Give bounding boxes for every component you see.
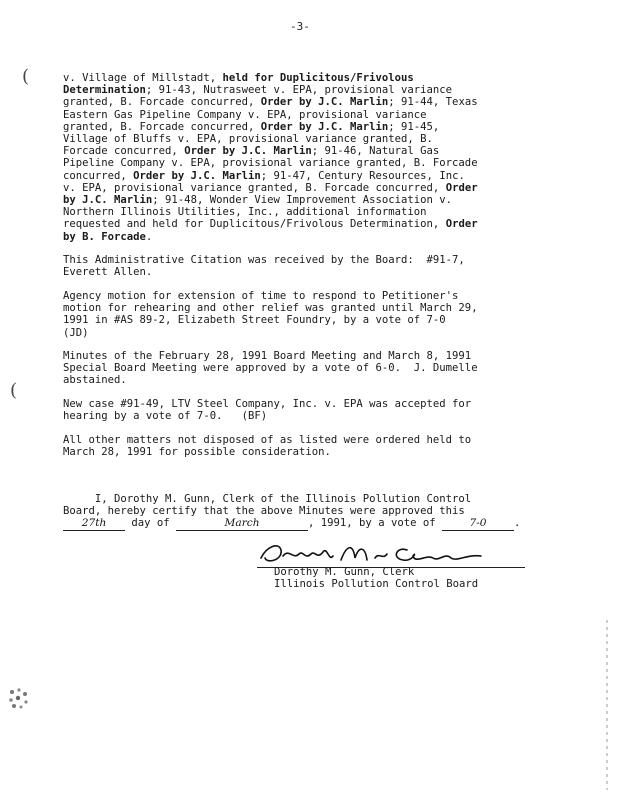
text-line bbox=[63, 302, 543, 314]
text-run: Everett Allen. bbox=[63, 266, 153, 279]
text-line bbox=[63, 218, 543, 230]
bold-run: Order bbox=[445, 181, 478, 194]
text-line bbox=[63, 170, 543, 182]
page-number: -3- bbox=[290, 20, 310, 33]
text-run: v. EPA, provisional variance granted, B. Forcade concurred, bbox=[63, 181, 446, 194]
text-run: abstained. bbox=[63, 374, 127, 387]
text-run: Pipeline Company v. EPA, provisional variance granted, B. Forcade bbox=[63, 157, 478, 170]
text-line bbox=[63, 133, 543, 145]
text-line bbox=[63, 266, 543, 278]
text-run: Eastern Gas Pipeline Company v. EPA, provisional variance bbox=[63, 108, 427, 121]
text-run: concurred, bbox=[63, 169, 134, 182]
text-line bbox=[63, 398, 543, 410]
text-run: (JD) bbox=[63, 326, 89, 339]
text-run: requested and held for Duplicitous/Frivolous Determination, bbox=[63, 218, 446, 231]
paragraph-agency-motion bbox=[63, 290, 543, 339]
text-run: This Administrative Citation was received by the Board: #91-7, bbox=[63, 254, 465, 266]
binding-hole-mark: ( bbox=[10, 380, 18, 401]
paragraph-new-case bbox=[63, 398, 543, 422]
text-run: 1991 in #AS 89-2, Elizabeth Street Foundry, by a vote of 7-0 bbox=[63, 314, 446, 327]
binding-hole-mark: ( bbox=[22, 66, 30, 87]
text-line bbox=[63, 374, 543, 386]
text-run: ; 91-43, Nutrasweet v. EPA, provisional variance bbox=[145, 84, 453, 97]
bold-run: Order by J.C. Marlin bbox=[133, 169, 261, 182]
text-run: motion for rehearing and other relief was granted until March 29, bbox=[63, 302, 478, 315]
text-line bbox=[63, 109, 543, 121]
bold-run: Order bbox=[445, 218, 478, 231]
text-line bbox=[63, 314, 543, 326]
text-line bbox=[63, 206, 543, 218]
text-line bbox=[63, 72, 543, 84]
text-line bbox=[63, 84, 543, 96]
scan-speckle-mark bbox=[6, 686, 32, 712]
text-run: All other matters not disposed of as listed were ordered held to bbox=[63, 434, 472, 446]
certification-line: I, Dorothy M. Gunn, Clerk of the Illinois Pollution Control bbox=[63, 493, 472, 505]
paragraph-dispositions bbox=[63, 72, 543, 243]
bold-run: held for Duplicitous/Frivolous bbox=[222, 72, 414, 84]
text-line bbox=[63, 121, 543, 133]
bold-run: Order by J.C. Marlin bbox=[184, 145, 312, 158]
bold-run: Order by J.C. Marlin bbox=[260, 96, 389, 109]
text-run: hearing by a vote of 7-0. (BF) bbox=[63, 410, 268, 423]
bold-run: Determination bbox=[63, 84, 146, 97]
text-line bbox=[63, 182, 543, 194]
text-line bbox=[63, 290, 543, 302]
month-field: March bbox=[176, 517, 308, 530]
text-run: Forcade concurred, bbox=[63, 145, 185, 158]
text-run: ; 91-44, Texas bbox=[388, 96, 478, 109]
text-run: granted, B. Forcade concurred, bbox=[63, 96, 261, 109]
text-run: Northern Illinois Utilities, Inc., additional information bbox=[63, 206, 427, 219]
paragraph-other-matters bbox=[63, 434, 543, 458]
bold-run: Order by J.C. Marlin bbox=[260, 120, 389, 133]
text-run: ; 91-46, Natural Gas bbox=[311, 145, 440, 158]
signer-title: Illinois Pollution Control Board bbox=[274, 578, 479, 590]
text-line bbox=[63, 410, 543, 422]
text-run: granted, B. Forcade concurred, bbox=[63, 120, 261, 133]
text-line bbox=[63, 231, 543, 243]
day-field: 27th bbox=[63, 517, 125, 530]
text-line bbox=[63, 194, 543, 206]
text-line bbox=[63, 362, 543, 374]
text-run: Special Board Meeting were approved by a vote of 6-0. J. Dumelle bbox=[63, 362, 478, 375]
year-text: , 1991, by a vote of bbox=[308, 517, 442, 530]
text-run: ; 91-48, Wonder View Improvement Association v. bbox=[152, 194, 453, 207]
certification-block bbox=[63, 493, 543, 531]
text-line bbox=[63, 96, 543, 108]
text-line bbox=[63, 254, 543, 266]
certification-fill-line bbox=[63, 517, 543, 530]
vote-field: 7-0 bbox=[442, 517, 514, 530]
end-text: . bbox=[513, 517, 521, 530]
text-run: Village of Bluffs v. EPA, provisional variance granted, B. bbox=[63, 133, 433, 146]
bold-run: by B. Forcade bbox=[63, 230, 146, 243]
text-run: Minutes of the February 28, 1991 Board Meeting and March 8, 1991 bbox=[63, 350, 472, 362]
text-line bbox=[63, 350, 543, 362]
text-line bbox=[63, 434, 543, 446]
text-run: March 28, 1991 for possible consideration. bbox=[63, 446, 331, 459]
text-line bbox=[63, 446, 543, 458]
text-line bbox=[63, 145, 543, 157]
page-edge-artifact bbox=[603, 620, 611, 790]
day-of-text: day of bbox=[125, 517, 177, 530]
certification-line: Board, hereby certify that the above Minutes were approved this bbox=[63, 505, 465, 518]
paragraph-minutes bbox=[63, 350, 543, 387]
text-run: New case #91-49, LTV Steel Company, Inc. v. EPA was accepted for bbox=[63, 398, 472, 410]
text-run: v. Village of Millstadt, bbox=[63, 72, 223, 84]
typed-name: Dorothy M. Gunn, Clerk bbox=[274, 566, 415, 578]
signature-block bbox=[257, 540, 527, 590]
text-run: . bbox=[145, 230, 153, 243]
text-line bbox=[63, 327, 543, 339]
paragraph-citation bbox=[63, 254, 543, 278]
text-run: ; 91-45, bbox=[388, 120, 440, 133]
bold-run: by J.C. Marlin bbox=[63, 194, 153, 207]
text-run: Agency motion for extension of time to respond to Petitioner's bbox=[63, 290, 459, 302]
text-line bbox=[63, 157, 543, 169]
text-run: ; 91-47, Century Resources, Inc. bbox=[260, 169, 465, 182]
